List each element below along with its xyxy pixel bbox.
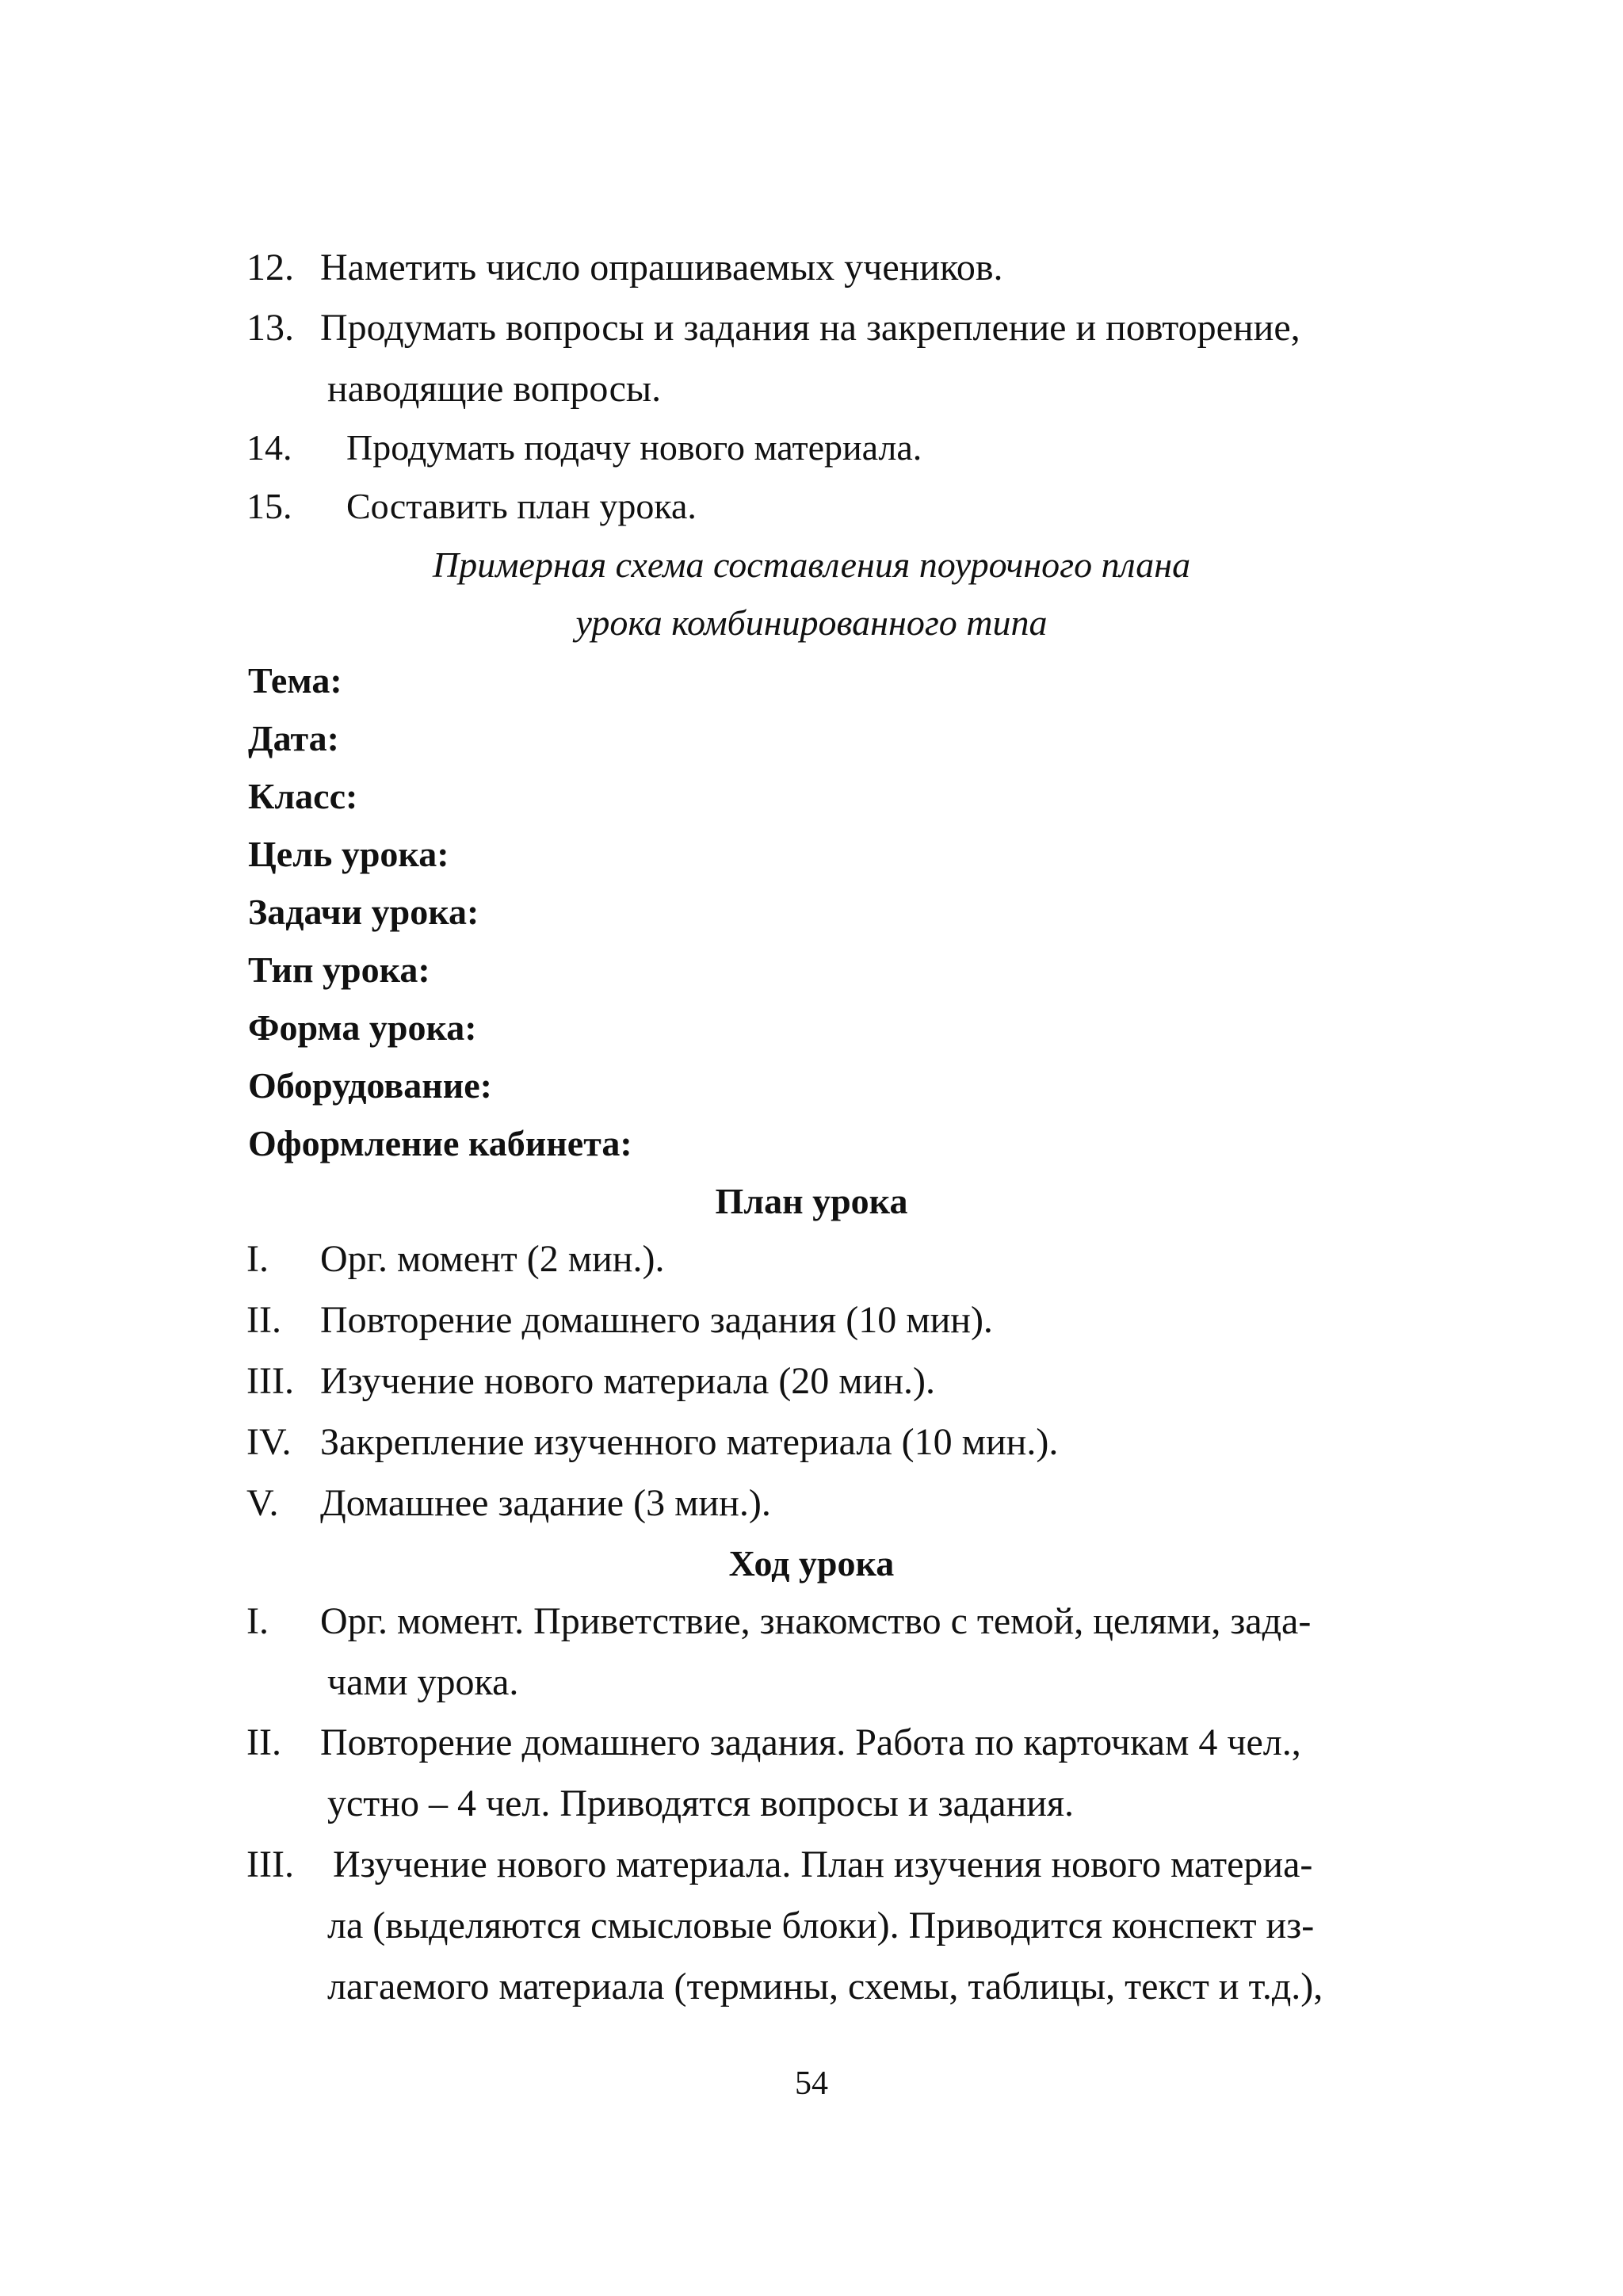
lesson-plan-item-number: III. <box>246 1360 294 1402</box>
lesson-course-item-number: I. <box>246 1600 269 1642</box>
lesson-plan-item-number: V. <box>246 1482 279 1524</box>
lesson-plan-item-text: Закрепление изученного материала (10 мин.). <box>320 1421 1059 1463</box>
field-room-decoration: Оформление кабинета: <box>248 1123 632 1163</box>
field-equipment: Оборудование: <box>248 1065 492 1106</box>
lesson-course-item-text: Повторение домашнего задания. Работа по карточкам 4 чел., <box>320 1721 1301 1763</box>
field-topic: Тема: <box>248 660 342 701</box>
scheme-title-line-2: урока комбинированного типа <box>575 602 1048 643</box>
intro-item-text: Продумать вопросы и задания на закрепление и повторение, <box>320 307 1300 349</box>
lesson-course-item-continuation: лагаемого материала (термины, схемы, таблицы, текст и т.д.), <box>327 1966 1323 2008</box>
intro-item-text: Составить план урока. <box>346 486 697 526</box>
lesson-plan-item-text: Орг. момент (2 мин.). <box>320 1238 665 1280</box>
lesson-plan-item-number: IV. <box>246 1421 292 1463</box>
scheme-title-line-1: Примерная схема составления поурочного плана <box>432 544 1191 585</box>
field-date: Дата: <box>248 718 339 758</box>
lesson-course-item-text: Изучение нового материала. План изучения нового материа- <box>333 1843 1313 1885</box>
lesson-plan-item-text: Домашнее задание (3 мин.). <box>320 1482 771 1524</box>
lesson-plan-item-number: I. <box>246 1238 269 1280</box>
lesson-course-item-number: III. <box>246 1843 294 1885</box>
intro-item-number: 13. <box>246 307 294 349</box>
field-lesson-form: Форма урока: <box>248 1007 477 1048</box>
intro-item-number: 15. <box>246 486 292 526</box>
lesson-course-item-number: II. <box>246 1721 281 1763</box>
lesson-course-item-continuation: ла (выделяются смысловые блоки). Приводится конспект из- <box>327 1904 1315 1946</box>
page-number: 54 <box>795 2065 828 2102</box>
intro-item-continuation: наводящие вопросы. <box>327 368 662 410</box>
lesson-course-item-continuation: устно – 4 чел. Приводятся вопросы и задания. <box>327 1782 1075 1824</box>
intro-item-text: Продумать подачу нового материала. <box>346 427 922 468</box>
field-class: Класс: <box>248 776 358 816</box>
intro-item-number: 12. <box>246 246 294 288</box>
field-lesson-type: Тип урока: <box>248 949 430 990</box>
lesson-plan-item-number: II. <box>246 1299 281 1341</box>
lesson-course-item-continuation: чами урока. <box>327 1661 519 1703</box>
field-lesson-tasks: Задачи урока: <box>248 892 479 932</box>
lesson-plan-item-text: Изучение нового материала (20 мин.). <box>320 1360 936 1402</box>
intro-item-number: 14. <box>246 427 292 468</box>
field-lesson-goal: Цель урока: <box>248 834 449 874</box>
lesson-plan-heading: План урока <box>715 1181 908 1221</box>
lesson-course-item-text: Орг. момент. Приветствие, знакомство с темой, целями, зада- <box>320 1600 1312 1642</box>
lesson-plan-item-text: Повторение домашнего задания (10 мин). <box>320 1299 993 1341</box>
intro-item-text: Наметить число опрашиваемых учеников. <box>320 246 1003 288</box>
lesson-course-heading: Ход урока <box>728 1543 895 1584</box>
